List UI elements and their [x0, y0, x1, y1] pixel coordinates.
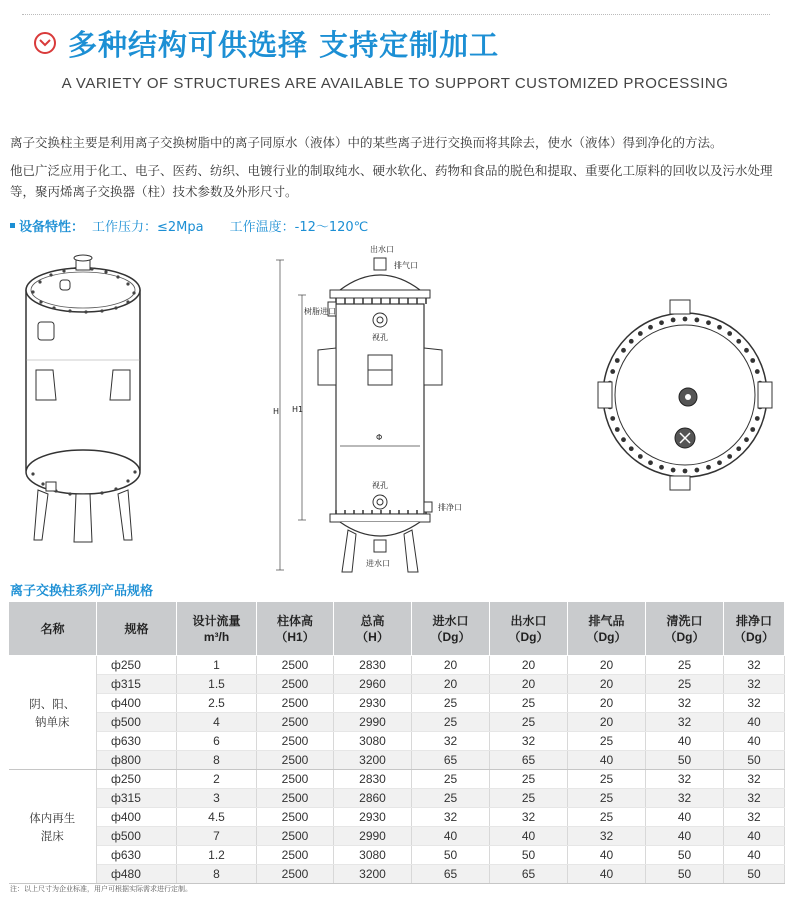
bolt-hole [648, 325, 653, 330]
table-cell: 3080 [334, 846, 412, 865]
group-name-line2: 钠单床 [35, 714, 70, 729]
spec-cell: ф400 [97, 694, 177, 713]
table-cell: 32 [724, 808, 785, 827]
table-cell: 65 [412, 865, 490, 884]
group-name-line1: 体内再生 [29, 810, 76, 825]
table-cell: 2500 [257, 694, 334, 713]
header-outlet-unit: （Dg） [508, 629, 549, 644]
header-name: 名称 [9, 602, 97, 656]
table-cell: 20 [412, 675, 490, 694]
table-row [9, 675, 785, 694]
table-cell: 1 [177, 656, 257, 675]
table-cell: 40 [568, 865, 646, 884]
group-name-cell [9, 770, 97, 884]
table-cell: 2500 [257, 808, 334, 827]
bolt-hole [683, 317, 688, 322]
bolt-hole [629, 339, 634, 344]
table-cell: 25 [490, 694, 568, 713]
table-cell: 32 [724, 770, 785, 789]
table-cell: 32 [724, 789, 785, 808]
spec-cell: ф630 [97, 732, 177, 751]
table-cell: 50 [724, 751, 785, 770]
header-vent-title: 排气品 [588, 613, 625, 628]
header-drain-unit: （Dg） [734, 629, 774, 644]
header-h-unit: （H） [356, 629, 389, 644]
header-inlet-unit: （Dg） [430, 629, 471, 644]
table-cell: 40 [724, 827, 785, 846]
table-cell: 25 [646, 656, 724, 675]
table-cell: 25 [568, 732, 646, 751]
table-cell: 2500 [257, 713, 334, 732]
table-cell: 25 [568, 808, 646, 827]
header-flow-unit: m³/h [203, 629, 230, 644]
table-cell: 50 [646, 865, 724, 884]
drain-label: 排净口 [438, 503, 462, 512]
bolt-hole [717, 325, 722, 330]
table-cell: 32 [646, 770, 724, 789]
table-cell: 50 [646, 846, 724, 865]
inlet-label: 进水口 [366, 559, 390, 568]
footnote: 注：以上尺寸为企业标准，用户可根据实际需求进行定制。 [10, 885, 192, 893]
header-h1 [257, 602, 334, 656]
spec-cell: ф480 [97, 865, 177, 884]
header-wash [646, 602, 724, 656]
bolt-hole [750, 358, 755, 363]
table-cell: 32 [724, 675, 785, 694]
header-spec: 规格 [97, 602, 177, 656]
tank-3d-illustration [8, 250, 158, 554]
table-cell: 40 [724, 732, 785, 751]
table-cell: 2500 [257, 846, 334, 865]
bolt-hole [750, 427, 755, 432]
h-label: H [273, 407, 280, 416]
table-cell: 3 [177, 789, 257, 808]
bolt-hole [638, 331, 643, 336]
header-inlet [412, 602, 490, 656]
page-title: 多种结构可供选择 支持定制加工 [68, 27, 500, 62]
group-name-cell [9, 656, 97, 770]
bolt-hole [744, 348, 749, 353]
spec-cell: ф250 [97, 656, 177, 675]
table-cell: 25 [646, 675, 724, 694]
bolt-hole [683, 469, 688, 474]
spec-cell: ф630 [97, 846, 177, 865]
bolt-hole [610, 416, 615, 421]
table-cell: 25 [490, 713, 568, 732]
bolt-hole [648, 460, 653, 465]
table-cell: 2500 [257, 732, 334, 751]
bolt-hole [615, 358, 620, 363]
bolt-hole [694, 468, 699, 473]
table-cell: 50 [646, 751, 724, 770]
features-label: 设备特性： [19, 220, 85, 235]
table-cell: 32 [490, 732, 568, 751]
bolt-hole [706, 465, 711, 470]
group-name-line2: 混床 [40, 828, 64, 843]
table-row [9, 827, 785, 846]
table-cell: 3200 [334, 865, 412, 884]
table-title: 离子交换柱系列产品规格 [10, 584, 154, 599]
header-vent-unit: （Dg） [586, 629, 627, 644]
table-cell: 40 [568, 846, 646, 865]
table-cell: 25 [568, 789, 646, 808]
table-cell: 25 [412, 789, 490, 808]
spec-cell: ф800 [97, 751, 177, 770]
table-row [9, 656, 785, 675]
table-row [9, 713, 785, 732]
table-cell: 32 [568, 827, 646, 846]
bolt-hole [694, 318, 699, 323]
chevron-down-circle-icon [34, 32, 56, 54]
header-h1-unit: （H1） [275, 629, 315, 644]
top-divider [22, 14, 770, 15]
header-outlet [490, 602, 568, 656]
table-cell: 40 [724, 846, 785, 865]
phi-label: Φ [376, 433, 383, 442]
table-cell: 32 [646, 789, 724, 808]
table-cell: 2930 [334, 694, 412, 713]
table-cell: 4.5 [177, 808, 257, 827]
header-vent [568, 602, 646, 656]
bolt-hole [615, 427, 620, 432]
table-row [9, 865, 785, 884]
bolt-hole [706, 320, 711, 325]
bolt-hole [659, 320, 664, 325]
table-cell: 40 [646, 808, 724, 827]
table-cell: 20 [568, 675, 646, 694]
features-row [10, 216, 368, 235]
table-cell: 7 [177, 827, 257, 846]
table-cell: 25 [412, 694, 490, 713]
table-cell: 6 [177, 732, 257, 751]
table-row [9, 694, 785, 713]
bullet-icon [10, 223, 15, 228]
intro-paragraph-2: 他已广泛应用于化工、电子、医药、纺织、电镀行业的制取纯水、硬水软化、药物和食品的脱色和提取、重要化工原料的回收以及污水处理等，聚丙烯离子交换器（柱）技术参数及外形尺寸。 [10, 163, 773, 199]
bolt-hole [610, 369, 615, 374]
header-wash-unit: （Dg） [664, 629, 705, 644]
table-cell: 2930 [334, 808, 412, 827]
spec-cell: ф315 [97, 675, 177, 694]
table-cell: 25 [490, 789, 568, 808]
table-cell: 50 [412, 846, 490, 865]
bolt-hole [744, 437, 749, 442]
table-cell: 32 [724, 694, 785, 713]
table-cell: 2500 [257, 770, 334, 789]
table-cell: 32 [412, 732, 490, 751]
table-cell: 20 [412, 656, 490, 675]
temperature-spec: 工作温度：-12～120℃ [229, 220, 369, 235]
table-cell: 2960 [334, 675, 412, 694]
table-cell: 8 [177, 865, 257, 884]
table-cell: 32 [724, 656, 785, 675]
bolt-hole [671, 468, 676, 473]
table-cell: 2500 [257, 675, 334, 694]
header-flow-title: 设计流量 [192, 613, 241, 628]
table-cell: 65 [490, 751, 568, 770]
table-cell: 2860 [334, 789, 412, 808]
table-cell: 8 [177, 751, 257, 770]
bolt-hole [621, 348, 626, 353]
table-cell: 32 [490, 808, 568, 827]
table-cell: 32 [646, 694, 724, 713]
table-cell: 2500 [257, 751, 334, 770]
table-cell: 2830 [334, 770, 412, 789]
tank-top-view-drawing [590, 290, 780, 504]
table-cell: 50 [490, 846, 568, 865]
table-cell: 20 [568, 713, 646, 732]
bolt-hole [638, 454, 643, 459]
bolt-hole [717, 460, 722, 465]
table-cell: 2990 [334, 827, 412, 846]
bolt-hole [671, 318, 676, 323]
table-cell: 3080 [334, 732, 412, 751]
spec-cell: ф400 [97, 808, 177, 827]
table-cell: 4 [177, 713, 257, 732]
h1-label: H1 [292, 405, 304, 414]
table-cell: 20 [568, 656, 646, 675]
table-cell: 32 [412, 808, 490, 827]
table-cell: 40 [646, 732, 724, 751]
table-cell: 2 [177, 770, 257, 789]
table-cell: 2500 [257, 865, 334, 884]
table-cell: 2500 [257, 789, 334, 808]
header-h-title: 总高 [360, 613, 385, 628]
table-cell: 50 [724, 865, 785, 884]
table-cell: 65 [490, 865, 568, 884]
table-cell: 25 [412, 770, 490, 789]
header-h [334, 602, 412, 656]
resin-inlet-label: 树脂进口 [304, 307, 336, 316]
table-cell: 2500 [257, 827, 334, 846]
table-row [9, 789, 785, 808]
table-cell: 25 [412, 713, 490, 732]
header-flow [177, 602, 257, 656]
table-cell: 3200 [334, 751, 412, 770]
sight-hole-bottom-label: 视孔 [372, 481, 388, 490]
table-row [9, 808, 785, 827]
table-cell: 2990 [334, 713, 412, 732]
table-cell: 1.2 [177, 846, 257, 865]
outlet-label: 出水口 [370, 245, 394, 254]
bolt-hole [736, 339, 741, 344]
bolt-hole [755, 416, 760, 421]
spec-cell: ф500 [97, 827, 177, 846]
table-row [9, 846, 785, 865]
tank-side-drawing [270, 240, 500, 584]
sight-hole-top-label: 视孔 [372, 333, 388, 342]
group-name-line1: 阴、阳、 [29, 696, 76, 711]
bolt-hole [727, 331, 732, 336]
table-row [9, 770, 785, 789]
table-cell: 20 [490, 656, 568, 675]
bolt-hole [659, 465, 664, 470]
table-cell: 1.5 [177, 675, 257, 694]
header-h1-title: 柱体高 [276, 613, 313, 628]
intro-paragraph-1: 离子交换柱主要是利用离子交换树脂中的离子同原水（液体）中的某些离子进行交换而将其除去，使水（液体）得到净化的方法。 [10, 135, 723, 150]
table-cell: 2500 [257, 656, 334, 675]
table-cell: 20 [490, 675, 568, 694]
header-outlet-title: 出水口 [510, 613, 547, 628]
bolt-hole [755, 369, 760, 374]
spec-table [8, 601, 785, 884]
table-header-row [9, 602, 785, 656]
section-header [34, 22, 499, 64]
spec-cell: ф500 [97, 713, 177, 732]
pressure-spec: 工作压力：≤2Mpa [92, 220, 204, 235]
header-inlet-title: 进水口 [432, 613, 469, 628]
table-cell: 32 [646, 713, 724, 732]
table-cell: 65 [412, 751, 490, 770]
bolt-hole [621, 437, 626, 442]
header-wash-title: 清洗口 [666, 613, 703, 628]
table-cell: 40 [568, 751, 646, 770]
bolt-hole [727, 454, 732, 459]
table-cell: 40 [490, 827, 568, 846]
table-row [9, 751, 785, 770]
table-cell: 25 [490, 770, 568, 789]
bolt-hole [736, 446, 741, 451]
table-cell: 20 [568, 694, 646, 713]
table-row [9, 732, 785, 751]
table-cell: 40 [646, 827, 724, 846]
vent-label: 排气口 [394, 261, 418, 270]
header-drain [724, 602, 785, 656]
table-cell: 25 [568, 770, 646, 789]
table-cell: 40 [724, 713, 785, 732]
table-cell: 2.5 [177, 694, 257, 713]
spec-cell: ф250 [97, 770, 177, 789]
page-subtitle: A VARIETY OF STRUCTURES ARE AVAILABLE TO SUPPORT CUSTOMIZED PROCESSING [61, 75, 729, 92]
header-drain-title: 排净口 [735, 613, 772, 628]
bolt-hole [629, 446, 634, 451]
table-cell: 2830 [334, 656, 412, 675]
spec-cell: ф315 [97, 789, 177, 808]
table-cell: 40 [412, 827, 490, 846]
